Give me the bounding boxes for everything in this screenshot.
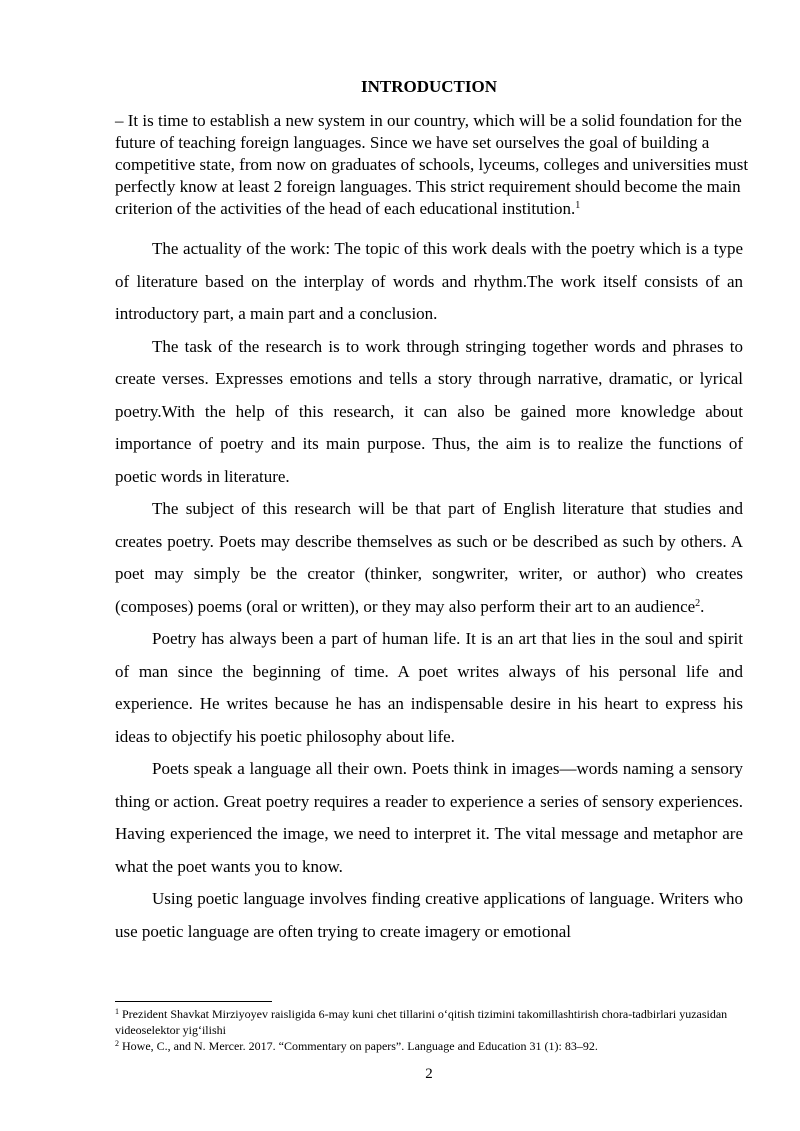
footnote-2 (115, 1038, 745, 1054)
paragraph-poets-language (115, 753, 743, 883)
footnote-ref-2[interactable]: 2 (695, 597, 701, 609)
paragraph-text: Poets speak a language all their own. Poets think in images—words naming a sensory thing or action. Great poetry requires a reader to experience a series of sensory experiences. Having experienced the image, we need to interpret it. The vital message and metaphor are what the poet wants you to know. (115, 759, 743, 876)
paragraph-text: Using poetic language involves finding creative applications of language. Writers who use poetic language are often trying to create imagery or emotional (115, 889, 743, 941)
footnote-text: Prezident Shavkat Mirziyoyev raisligida 6-may kuni chet tillarini o‘qitish tizimini takomillashtirish chora-tadbirlari yuzasidan videoselektor yig‘ilishi (115, 1007, 728, 1037)
paragraph-poetry-life (115, 623, 743, 753)
footnote-divider (115, 1001, 272, 1002)
paragraph-text: The subject of this research will be that part of English literature that studies and creates poetry. Poets may describe themselves as such or be described as such by others. A poet may simply be the creator (thinker, songwriter, writer, or author) who creates (composes) poems (oral or written), or they may also perform their art to an audience (115, 499, 743, 616)
quote-text: – It is time to establish a new system in our country, which will be a solid foundation for the future of teaching foreign languages. Since we have set ourselves the goal of building a competitive state, from now on graduates of schools, lyceums, colleges and universities must perfectly know at least 2 foreign languages. This strict requirement should become the main criterion of the activities of the head of each educational institution. (115, 111, 749, 218)
paragraph-suffix: . (700, 596, 705, 616)
footnote-ref-1[interactable]: 1 (575, 200, 581, 211)
paragraph-poetic-language (115, 883, 743, 948)
paragraph-actuality (115, 233, 743, 331)
body-text (115, 233, 743, 948)
paragraph-text: Poetry has always been a part of human life. It is an art that lies in the soul and spirit of man since the beginning of time. A poet writes always of his personal life and experience. He writes because he has an indispensable desire in his heart to express his ideas to objectify his poetic philosophy about life. (115, 629, 743, 746)
page-number: 2 (425, 1066, 433, 1082)
footnote-text: Howe, C., and N. Mercer. 2017. “Commentary on papers”. Language and Education 31 (1): 83–92. (122, 1039, 598, 1053)
paragraph-text: The actuality of the work: The topic of this work deals with the poetry which is a type of literature based on the interplay of words and rhythm.The work itself consists of an introductory part, a main part and a conclusion. (115, 239, 743, 323)
paragraph-text: The task of the research is to work through stringing together words and phrases to create verses. Expresses emotions and tells a story through narrative, dramatic, or lyrical poetry.With the help of this research, it can also be gained more knowledge about importance of poetry and its main purpose. Thus, the aim is to realize the functions of poetic words in literature. (115, 336, 743, 486)
footnote-1 (115, 1006, 745, 1038)
footnotes (115, 1006, 745, 1054)
footnote-number: 1 (115, 1007, 119, 1016)
page-title: INTRODUCTION (360, 77, 498, 96)
footnote-number: 2 (115, 1039, 119, 1048)
opening-quote (115, 110, 755, 220)
paragraph-task (115, 331, 743, 494)
paragraph-subject (115, 493, 743, 623)
